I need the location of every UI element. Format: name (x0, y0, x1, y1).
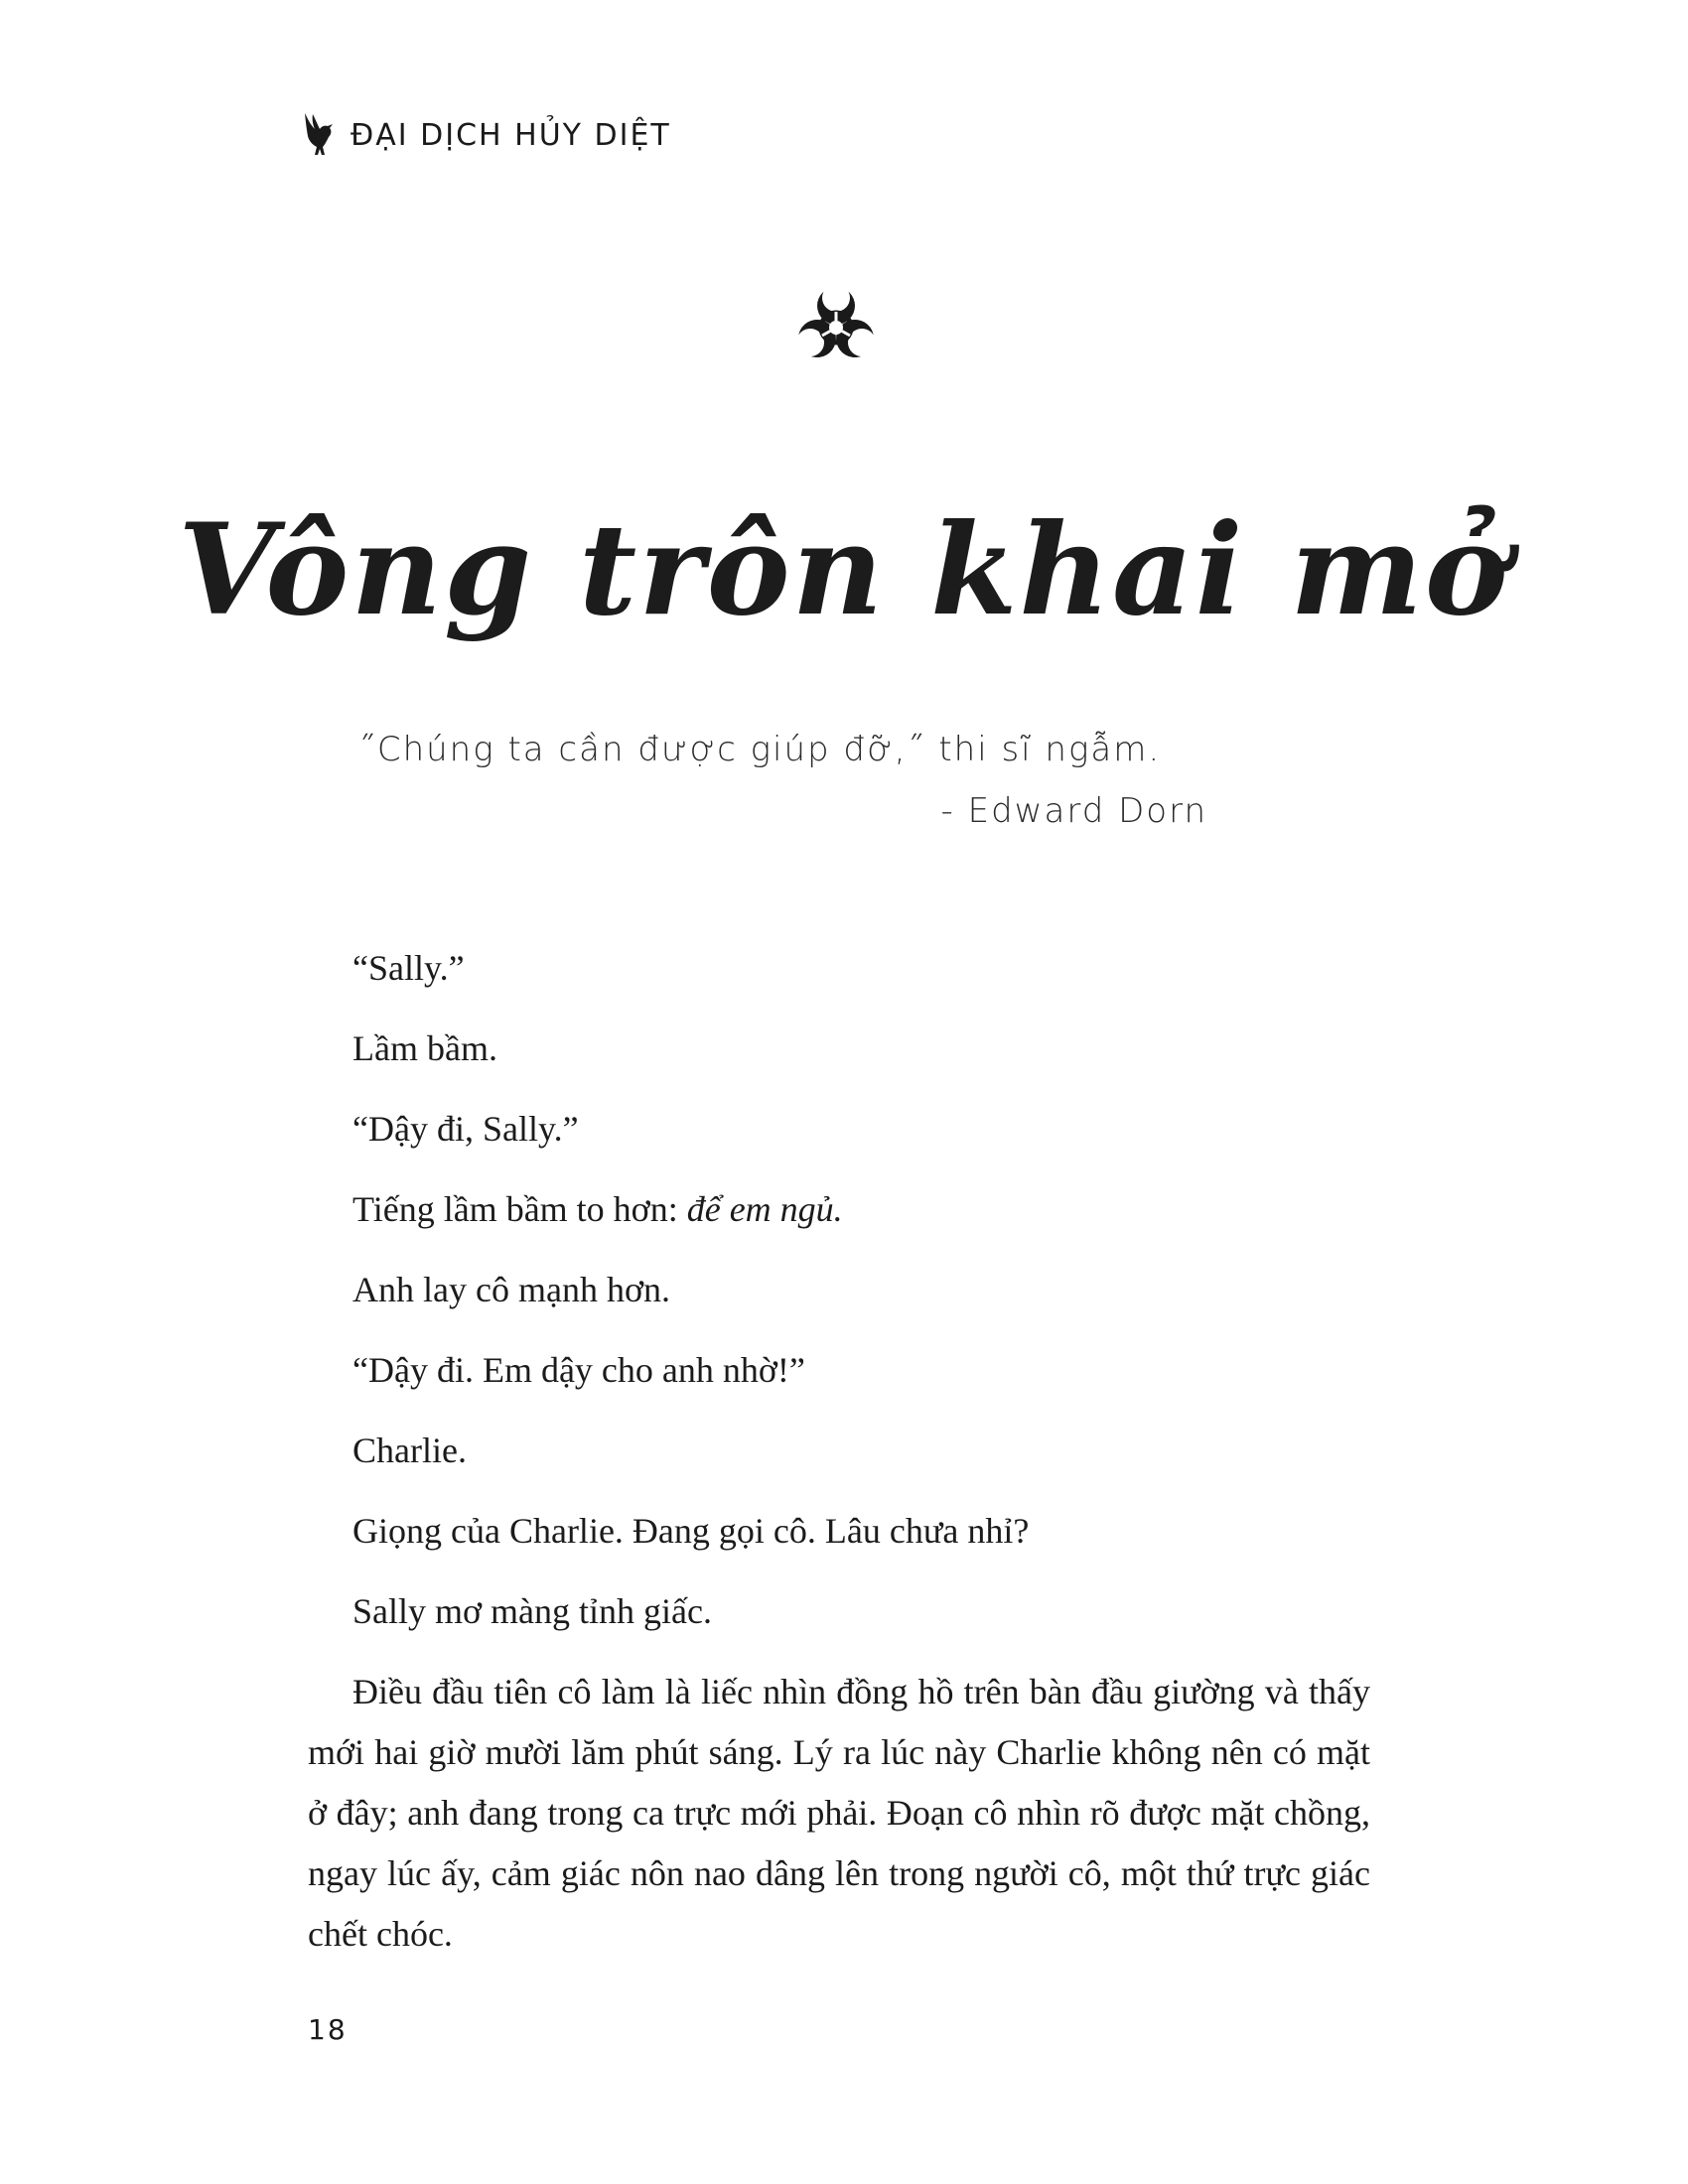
paragraph: Lầm bầm. (352, 1028, 497, 1068)
paragraph: “Sally.” (352, 948, 465, 988)
running-title: ĐẠI DỊCH HỦY DIỆT (351, 117, 671, 153)
epigraph-quote: ˝Chúng ta cần được giúp đỡ,˝ thi sĩ ngẫm. (357, 730, 1162, 769)
epigraph (298, 730, 1221, 831)
body-text (308, 938, 1370, 1984)
chapter-title: Vông trôn khai mở (178, 496, 1510, 643)
paragraph: “Dậy đi, Sally.” (352, 1109, 579, 1149)
crow-icon (301, 111, 337, 159)
page-number: 18 (308, 2013, 348, 2046)
paragraph: “Dậy đi. Em dậy cho anh nhờ!” (352, 1350, 805, 1390)
paragraph: Sally mơ màng tỉnh giấc. (352, 1591, 712, 1631)
paragraph: Anh lay cô mạnh hơn. (352, 1270, 670, 1309)
paragraph-text: Tiếng lầm bầm to hơn: (352, 1189, 687, 1229)
paragraph: Charlie. (352, 1431, 467, 1470)
paragraph (308, 1179, 1370, 1240)
paragraph: Giọng của Charlie. Đang gọi cô. Lâu chưa nhỉ? (352, 1511, 1030, 1551)
italic-phrase: để em ngủ. (686, 1189, 843, 1229)
running-header (301, 111, 671, 159)
epigraph-author: - Edward Dorn (940, 791, 1207, 831)
paragraph: Điều đầu tiên cô làm là liếc nhìn đồng hồ trên bàn đầu giường và thấy mới hai giờ mười lăm phút sáng. Lý ra lúc này Charlie không nên có mặt ở đây; anh đang trong ca trực mới phải. Đoạn cô nhìn rõ được mặt chồng, ngay lúc ấy, cảm giác nôn nao dâng lên trong người cô, một thứ trực giác chết chóc. (308, 1672, 1370, 1954)
biohazard-icon (786, 276, 886, 375)
